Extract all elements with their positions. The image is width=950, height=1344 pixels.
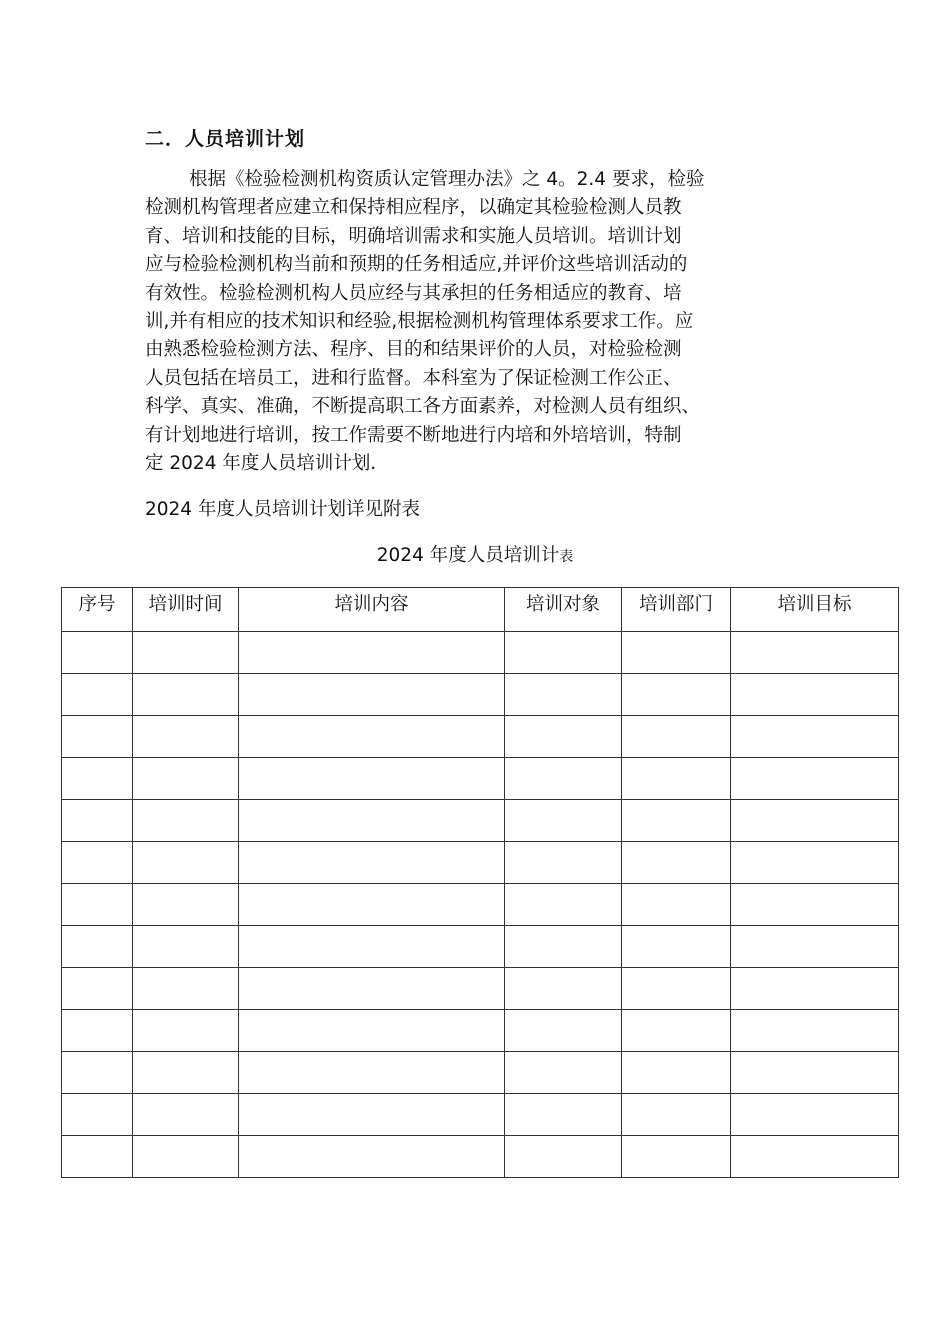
table-row [62,1136,899,1178]
table-cell [622,674,731,716]
table-cell [622,1094,731,1136]
table-row [62,1010,899,1052]
table-cell [62,1010,133,1052]
header-training-goal: 培训目标 [731,588,899,632]
table-row [62,1052,899,1094]
table-cell [62,968,133,1010]
section-heading: 二．人员培训计划 [145,128,306,150]
paragraph-line: 定 2024 年度人员培训计划. [145,453,377,475]
table-body [62,632,899,1178]
paragraph-line: 应与检验检测机构当前和预期的任务相适应,并评价这些培训活动的 [145,254,688,276]
appendix-reference: 2024 年度人员培训计划详见附表 [145,499,420,520]
table-cell [622,632,731,674]
table-row [62,758,899,800]
table-cell [133,926,239,968]
table-cell [731,1094,899,1136]
table-cell [505,632,622,674]
training-plan-table [61,587,899,1178]
paragraph-line: 育、培训和技能的目标，明确培训需求和实施人员培训。培训计划 [145,225,682,247]
table-cell [731,800,899,842]
table-title [0,541,950,567]
table-cell [239,1010,505,1052]
paragraph-line: 人员包括在培员工，进和行监督。本科室为了保证检测工作公正、 [145,367,682,389]
paragraph-line: 根据《检验检测机构资质认定管理办法》之 4。2.4 要求，检验 [189,169,705,190]
table-cell [62,884,133,926]
paragraph-line: 由熟悉检验检测方法、程序、目的和结果评价的人员，对检验检测 [145,339,682,361]
table-cell [505,800,622,842]
table-cell [622,716,731,758]
table-header-row [62,588,899,632]
table-cell [505,1052,622,1094]
table-cell [731,1136,899,1178]
table-cell [133,1094,239,1136]
table-cell [133,1136,239,1178]
header-training-content: 培训内容 [239,588,505,632]
table-cell [731,842,899,884]
paragraph-line: 训,并有相应的技术知识和经验,根据检测机构管理体系要求工作。应 [145,311,694,333]
table-cell [505,926,622,968]
table-cell [505,758,622,800]
table-cell [239,674,505,716]
table-cell [133,674,239,716]
table-cell [62,1052,133,1094]
table-cell [622,884,731,926]
table-cell [622,1010,731,1052]
table-row [62,674,899,716]
table-row [62,716,899,758]
table-cell [239,1052,505,1094]
paragraph-line: 有计划地进行培训，按工作需要不断地进行内培和外培培训，特制 [145,424,682,446]
table-cell [62,632,133,674]
table-title-main: 2024 年度人员培训计 [376,545,560,566]
table-cell [239,1136,505,1178]
table-cell [62,842,133,884]
table-row [62,800,899,842]
table-cell [62,758,133,800]
table-cell [505,1010,622,1052]
table-cell [505,716,622,758]
paragraph-line: 检测机构管理者应建立和保持相应程序，以确定其检验检测人员教 [145,197,682,219]
table-cell [239,842,505,884]
table-cell [505,674,622,716]
table-cell [731,1010,899,1052]
table-cell [62,800,133,842]
table-cell [622,1052,731,1094]
table-cell [133,716,239,758]
table-cell [239,632,505,674]
header-index: 序号 [62,588,133,632]
table-cell [731,632,899,674]
table-cell [505,884,622,926]
table-cell [133,800,239,842]
table-cell [731,716,899,758]
table-cell [239,968,505,1010]
table-cell [622,758,731,800]
table-cell [62,926,133,968]
table-cell [505,968,622,1010]
table-cell [133,758,239,800]
paragraph-line: 有效性。检验检测机构人员应经与其承担的任务相适应的教育、培 [145,282,682,304]
table-cell [239,1094,505,1136]
header-training-department: 培训部门 [622,588,731,632]
table-cell [239,758,505,800]
table-cell [731,758,899,800]
table-cell [133,1010,239,1052]
table-cell [239,716,505,758]
table-cell [622,968,731,1010]
paragraph-line: 科学、真实、准确，不断提高职工各方面素养，对检测人员有组织、 [145,396,701,418]
table-cell [731,674,899,716]
table-cell [133,968,239,1010]
table-cell [133,842,239,884]
table-row [62,632,899,674]
table-cell [239,926,505,968]
table-cell [505,842,622,884]
table-cell [133,632,239,674]
table-cell [505,1136,622,1178]
table-cell [622,842,731,884]
header-training-time: 培训时间 [133,588,239,632]
header-training-target: 培训对象 [505,588,622,632]
table-cell [133,884,239,926]
table-row [62,884,899,926]
table-row [62,968,899,1010]
table-title-suffix: 表 [559,549,574,565]
table-cell [239,884,505,926]
table-cell [62,674,133,716]
table-cell [731,884,899,926]
table-cell [133,1052,239,1094]
table-cell [622,1136,731,1178]
table-cell [622,926,731,968]
body-paragraph [145,166,830,478]
table-cell [239,800,505,842]
table-row [62,926,899,968]
table-cell [62,1094,133,1136]
table-cell [731,1052,899,1094]
table-cell [62,1136,133,1178]
table-cell [62,716,133,758]
table-row [62,842,899,884]
table-cell [731,926,899,968]
table-cell [731,968,899,1010]
table-cell [622,800,731,842]
table-row [62,1094,899,1136]
table-cell [505,1094,622,1136]
